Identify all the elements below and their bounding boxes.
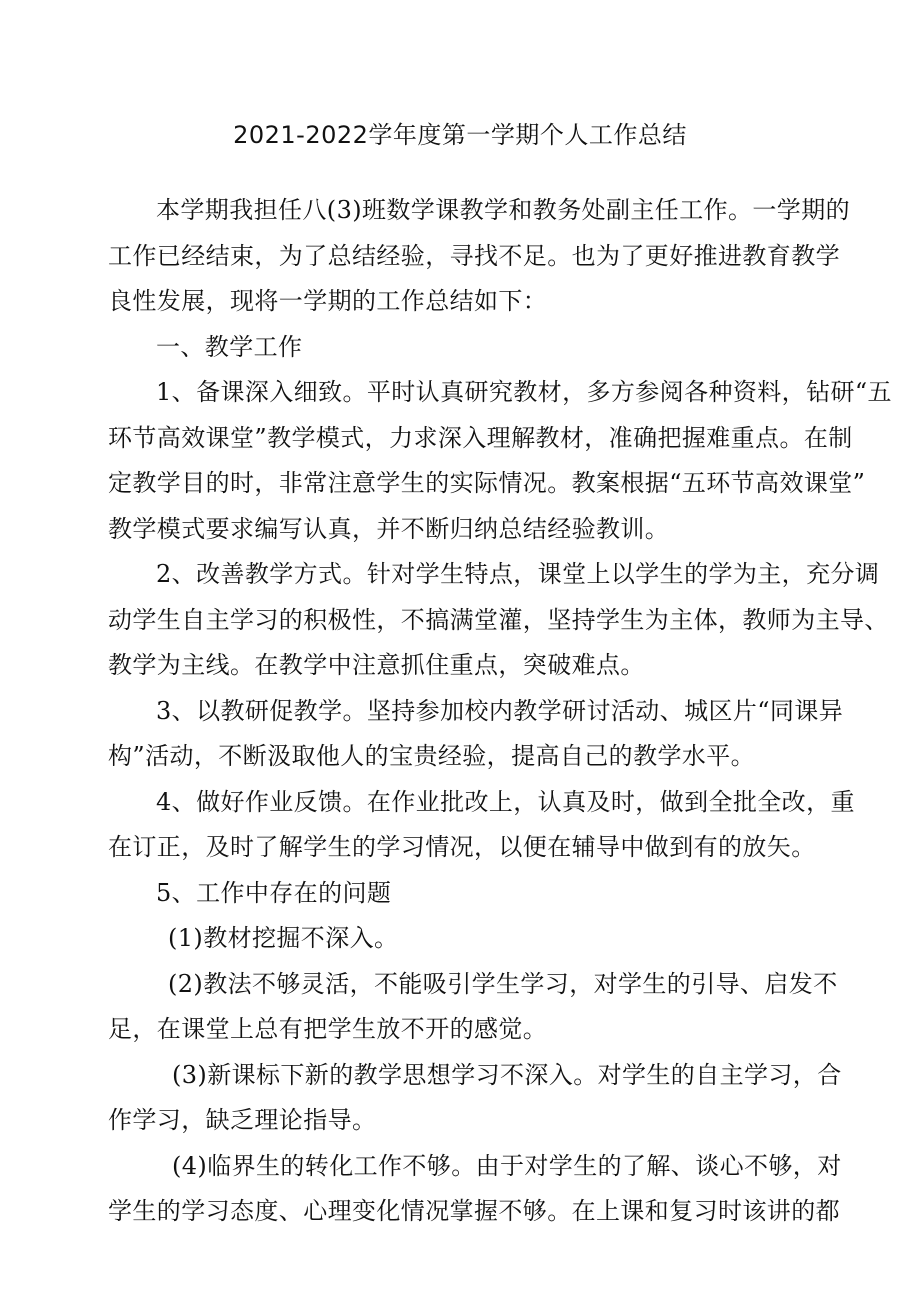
paragraph-line: 教学为主线。在教学中注意抓住重点，突破难点。 [108, 651, 645, 679]
list-item: (2)教法不够灵活，不能吸引学生学习，对学生的引导、启发不 [168, 969, 838, 998]
document-body [108, 188, 892, 1235]
paragraph-line: 环节高效课堂”教学模式，力求深入理解教材，准确把握难重点。在制 [108, 423, 853, 452]
document-title: 2021-2022学年度第一学期个人工作总结 [233, 121, 687, 149]
paragraph-line: 3、以教研促教学。坚持参加校内教学研讨活动、城区片“同课异 [156, 696, 844, 725]
section-heading: 一、教学工作 [156, 332, 303, 361]
paragraph-line: 工作已经结束，为了总结经验，寻找不足。也为了更好推进教育教学 [108, 241, 840, 270]
paragraph-line: 本学期我担任八(3)班数学课教学和教务处副主任工作。一学期的 [156, 196, 850, 224]
paragraph-line: 在订正，及时了解学生的学习情况，以便在辅导中做到有的放矢。 [108, 833, 816, 861]
paragraph-line: 1、备课深入细致。平时认真研究教材，多方参阅各种资料，钻研“五 [156, 378, 892, 406]
paragraph-line: 2、改善教学方式。针对学生特点，课堂上以学生的学为主，充分调 [156, 560, 880, 588]
list-item-continuation: 作学习，缺乏理论指导。 [108, 1106, 377, 1134]
paragraph-line: 良性发展，现将一学期的工作总结如下： [108, 287, 548, 315]
paragraph-line: 教学模式要求编写认真，并不断归纳总结经验教训。 [108, 514, 670, 543]
paragraph-line: 定教学目的时，非常注意学生的实际情况。教案根据“五环节高效课堂” [108, 469, 866, 497]
list-item-continuation: 足，在课堂上总有把学生放不开的感觉。 [108, 1015, 548, 1043]
paragraph-line: 构”活动，不断汲取他人的宝贵经验，提高自己的教学水平。 [108, 742, 756, 770]
paragraph-line: 动学生自主学习的积极性，不搞满堂灌，坚持学生为主体，教师为主导、 [108, 605, 889, 634]
paragraph-line: 4、做好作业反馈。在作业批改上，认真及时，做到全批全改，重 [156, 787, 855, 816]
subsection-heading: 5、工作中存在的问题 [156, 878, 392, 907]
list-item: (1)教材挖掘不深入。 [168, 924, 399, 952]
list-item-continuation: 学生的学习态度、心理变化情况掌握不够。在上课和复习时该讲的都 [108, 1197, 840, 1225]
list-item: (3)新课标下新的教学思想学习不深入。对学生的自主学习，合 [172, 1060, 842, 1089]
list-item: (4)临界生的转化工作不够。由于对学生的了解、谈心不够，对 [172, 1151, 842, 1180]
